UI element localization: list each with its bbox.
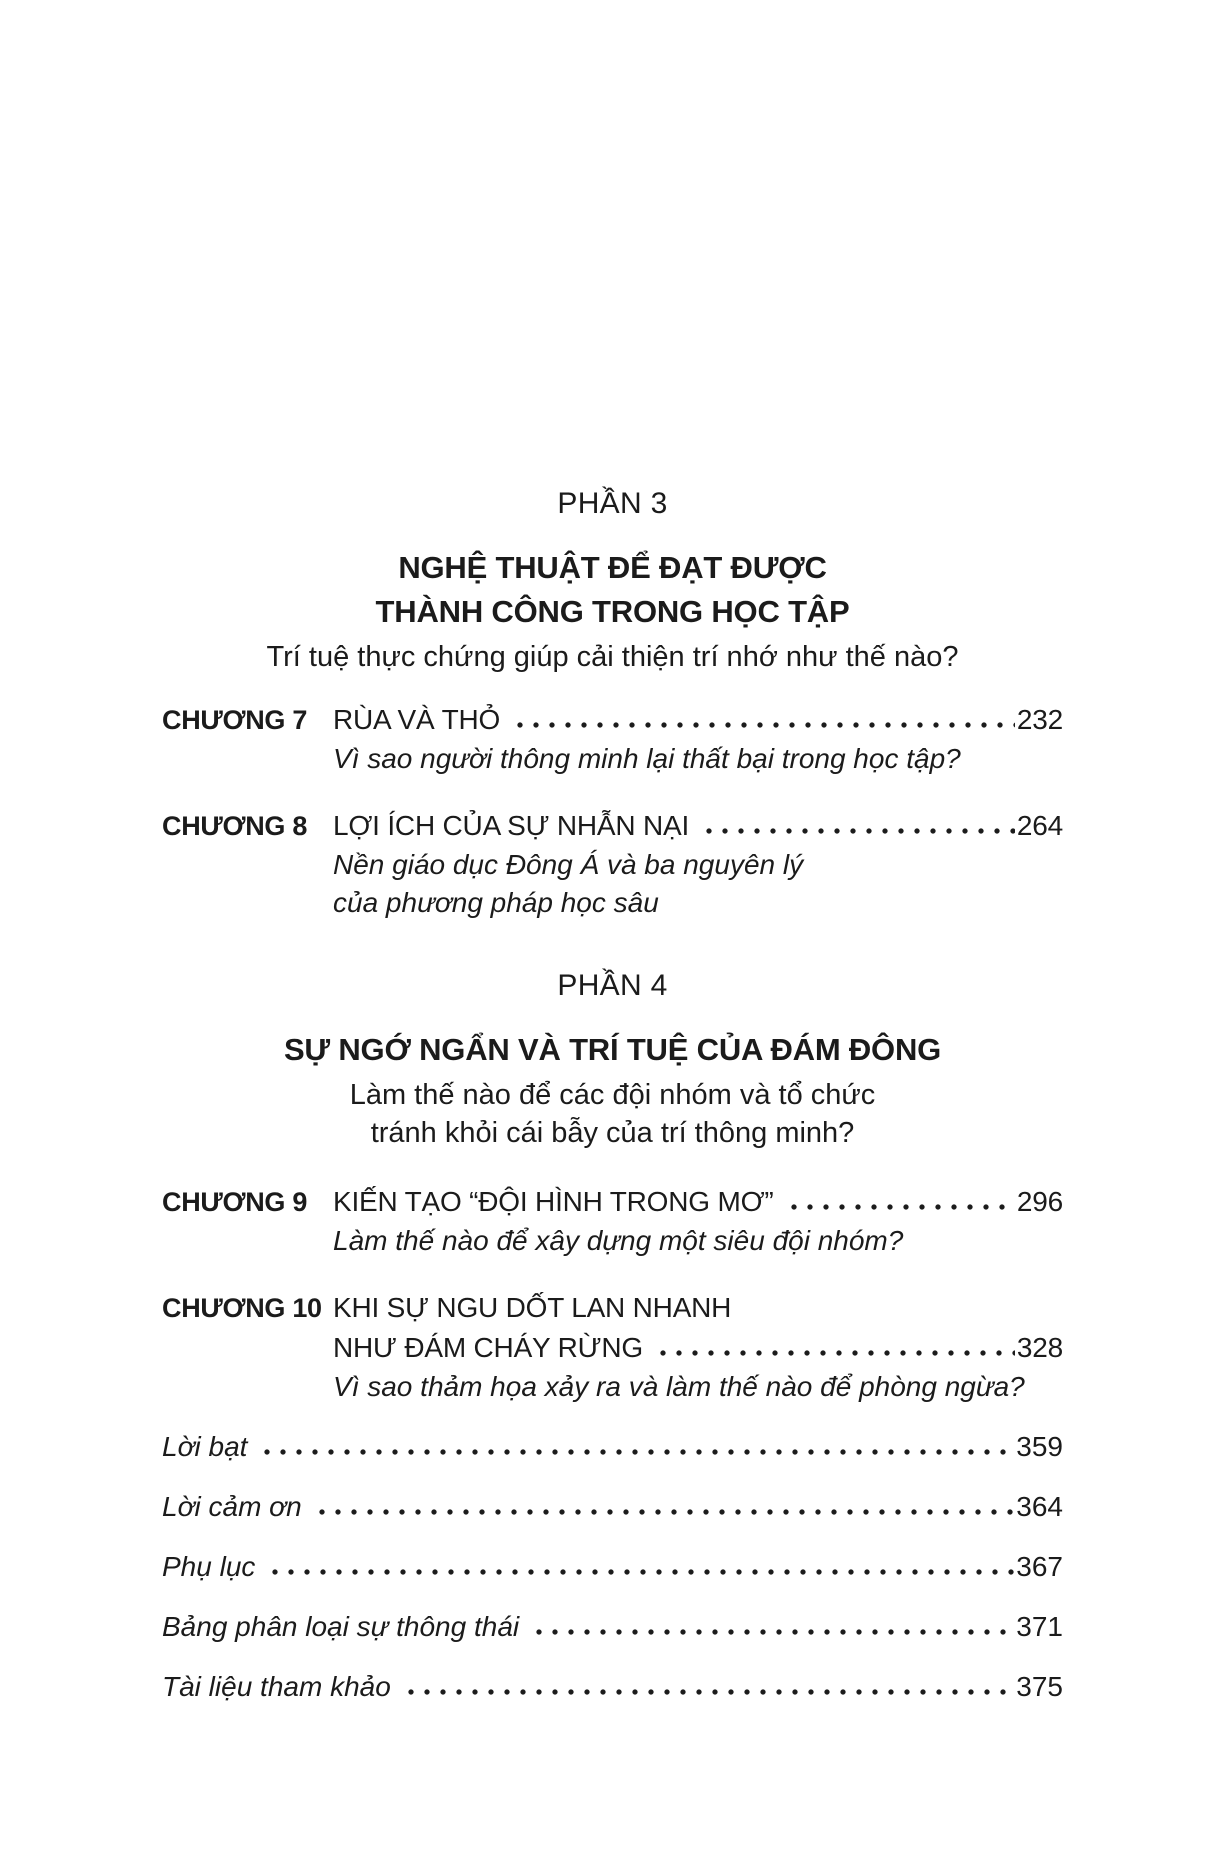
chapter-title-line2: NHƯ ĐÁM CHÁY RỪNG — [333, 1332, 643, 1363]
chapter-subtitle: Làm thế nào để xây dựng một siêu đội nhóm? — [333, 1225, 904, 1256]
page-number: 375 — [1016, 1671, 1063, 1702]
chapter-title: LỢI ÍCH CỦA SỰ NHẪN NẠI — [333, 810, 690, 841]
part3-number: PHẦN 3 — [557, 487, 668, 520]
chapter-row-7 — [162, 700, 1063, 778]
page-number: 359 — [1016, 1431, 1063, 1462]
chapter-body — [333, 806, 1063, 922]
chapter-label: CHƯƠNG 10 — [162, 1293, 322, 1323]
toc-content — [162, 0, 1063, 1707]
chapter-row-8 — [162, 806, 1063, 922]
chapter-body — [333, 1288, 1063, 1406]
part4-subtitle — [162, 1076, 1063, 1152]
part3-title-line1: NGHỆ THUẬT ĐỂ ĐẠT ĐƯỢC — [398, 550, 827, 585]
dot-leader — [527, 1607, 1014, 1647]
chapter-subtitle: của phương pháp học sâu — [333, 887, 659, 918]
backmatter-title: Tài liệu tham khảo — [162, 1671, 391, 1702]
backmatter-title: Phụ lục — [162, 1551, 256, 1582]
backmatter-row — [162, 1607, 1063, 1647]
chapter-label: CHƯƠNG 8 — [162, 811, 308, 841]
dot-leader — [508, 700, 1015, 740]
chapter-body — [333, 700, 1063, 778]
dot-leader — [310, 1487, 1015, 1527]
page-number: 232 — [1016, 704, 1063, 735]
part3-chapter-list — [162, 700, 1063, 922]
chapter-title: RÙA VÀ THỎ — [333, 704, 501, 735]
part4-title — [162, 1028, 1063, 1072]
chapter-title: KIẾN TẠO “ĐỘI HÌNH TRONG MƠ” — [333, 1186, 774, 1217]
backmatter-row — [162, 1667, 1063, 1707]
chapter-row-10 — [162, 1288, 1063, 1406]
page-number: 364 — [1016, 1491, 1063, 1522]
page-number: 371 — [1016, 1611, 1063, 1642]
dot-leader — [782, 1182, 1015, 1222]
page-number: 328 — [1016, 1332, 1063, 1363]
part3-title-line2: THÀNH CÔNG TRONG HỌC TẬP — [375, 594, 850, 629]
backmatter-row — [162, 1427, 1063, 1467]
dot-leader — [697, 806, 1015, 846]
chapter-subtitle: Nền giáo dục Đông Á và ba nguyên lý — [333, 849, 804, 880]
chapter-title-line1: KHI SỰ NGU DỐT LAN NHANH — [333, 1292, 732, 1323]
part4-heading — [162, 968, 1063, 1152]
chapter-label: CHƯƠNG 9 — [162, 1187, 308, 1217]
page-number: 264 — [1016, 810, 1063, 841]
part4-number: PHẦN 4 — [557, 969, 668, 1002]
page-number: 296 — [1016, 1186, 1063, 1217]
part4-subtitle-line1: Làm thế nào để các đội nhóm và tổ chức — [349, 1079, 876, 1111]
backmatter-title: Bảng phân loại sự thông thái — [162, 1611, 520, 1642]
dot-leader — [255, 1427, 1014, 1467]
part4-chapter-list — [162, 1182, 1063, 1406]
part4-title-line1: SỰ NGỚ NGẨN VÀ TRÍ TUỆ CỦA ĐÁM ĐÔNG — [283, 1032, 942, 1067]
page-number: 367 — [1016, 1551, 1063, 1582]
backmatter-row — [162, 1547, 1063, 1587]
part3-heading — [162, 486, 1063, 676]
backmatter-title: Lời bạt — [162, 1431, 248, 1462]
part4-subtitle-line2: tránh khỏi cái bẫy của trí thông minh? — [370, 1117, 855, 1149]
dot-leader — [399, 1667, 1014, 1707]
chapter-label: CHƯƠNG 7 — [162, 705, 308, 735]
chapter-subtitle: Vì sao thảm họa xảy ra và làm thế nào để phòng ngừa? — [333, 1371, 1025, 1402]
backmatter-row — [162, 1487, 1063, 1527]
dot-leader — [651, 1328, 1015, 1368]
part3-subtitle: Trí tuệ thực chứng giúp cải thiện trí nhớ như thế nào? — [266, 641, 959, 673]
chapter-row-9 — [162, 1182, 1063, 1260]
dot-leader — [263, 1547, 1014, 1587]
backmatter-title: Lời cảm ơn — [162, 1491, 302, 1522]
back-matter-list — [162, 1427, 1063, 1707]
chapter-body — [333, 1182, 1063, 1260]
part3-title — [162, 546, 1063, 634]
chapter-subtitle: Vì sao người thông minh lại thất bại trong học tập? — [333, 743, 961, 774]
